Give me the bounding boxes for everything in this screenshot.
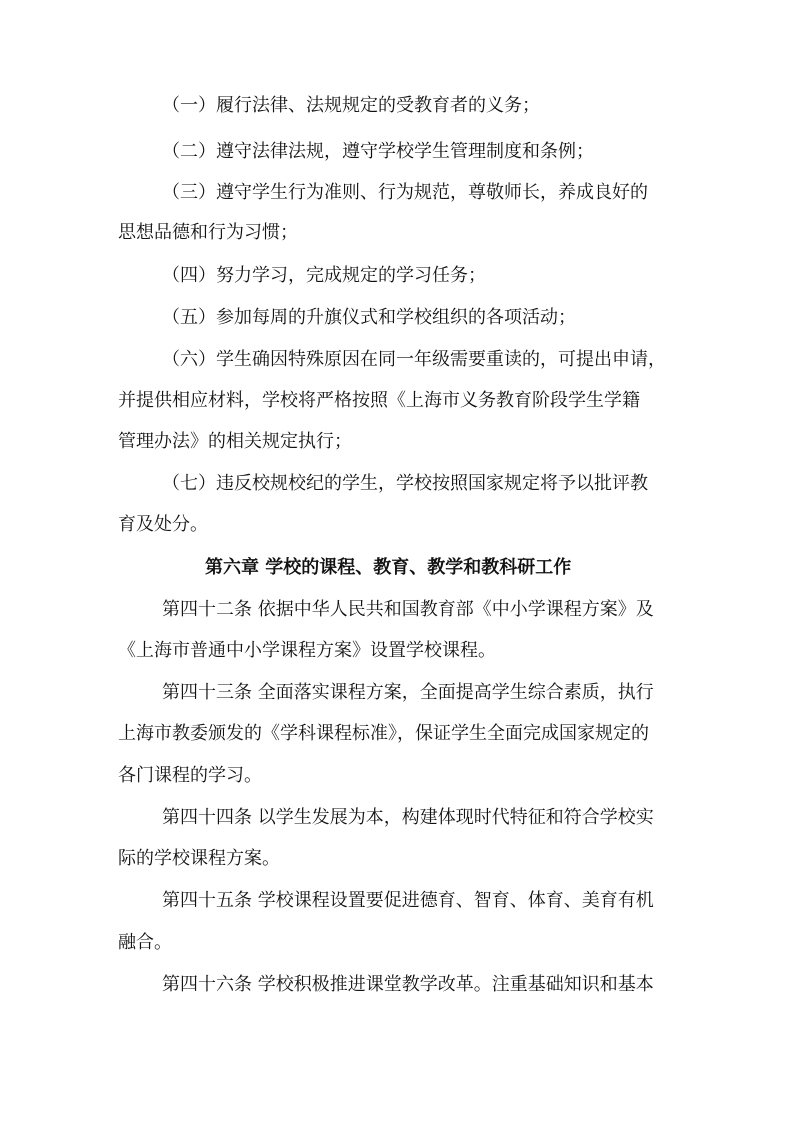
text-line: 上海市教委颁发的《学科课程标准》，保证学生全面完成国家规定的 <box>118 723 649 744</box>
text-line: 第四十四条 以学生发展为本，构建体现时代特征和符合学校实 <box>162 807 654 828</box>
text-line: （三）遵守学生行为准则、行为规范，尊敬师长，养成良好的 <box>162 182 648 203</box>
text-line: （四）努力学习，完成规定的学习任务； <box>162 265 486 286</box>
text-line: 管理办法》的相关规定执行； <box>118 431 352 452</box>
text-line: 第四十二条 依据中华人民共和国教育部《中小学课程方案》及 <box>162 599 654 620</box>
text-line: 育及处分。 <box>118 514 208 535</box>
text-line: （七）违反校规校纪的学生，学校按照国家规定将予以批评教 <box>162 473 648 494</box>
chapter-heading: 第六章 学校的课程、教育、教学和教科研工作 <box>205 557 572 578</box>
text-line: 际的学校课程方案。 <box>118 848 280 869</box>
text-line: 《上海市普通中小学课程方案》设置学校课程。 <box>118 640 496 661</box>
text-line: 思想品德和行为习惯； <box>118 222 298 243</box>
text-line: （二）遵守法律法规，遵守学校学生管理制度和条例； <box>162 141 594 162</box>
text-line: （六）学生确因特殊原因在同一年级需要重读的，可提出申请， <box>162 349 666 370</box>
text-line: 各门课程的学习。 <box>118 765 262 786</box>
text-line: 并提供相应材料，学校将严格按照《上海市义务教育阶段学生学籍 <box>118 390 640 411</box>
text-line: 第四十六条 学校积极推进课堂教学改革。注重基础知识和基本 <box>162 974 654 995</box>
text-line: 第四十三条 全面落实课程方案，全面提高学生综合素质，执行 <box>162 682 654 703</box>
text-line: 第四十五条 学校课程设置要促进德育、智育、体育、美育有机 <box>162 890 654 911</box>
text-line: （五）参加每周的升旗仪式和学校组织的各项活动； <box>162 307 576 328</box>
text-line: （一）履行法律、法规规定的受教育者的义务； <box>162 95 540 116</box>
text-line: 融合。 <box>118 932 172 953</box>
